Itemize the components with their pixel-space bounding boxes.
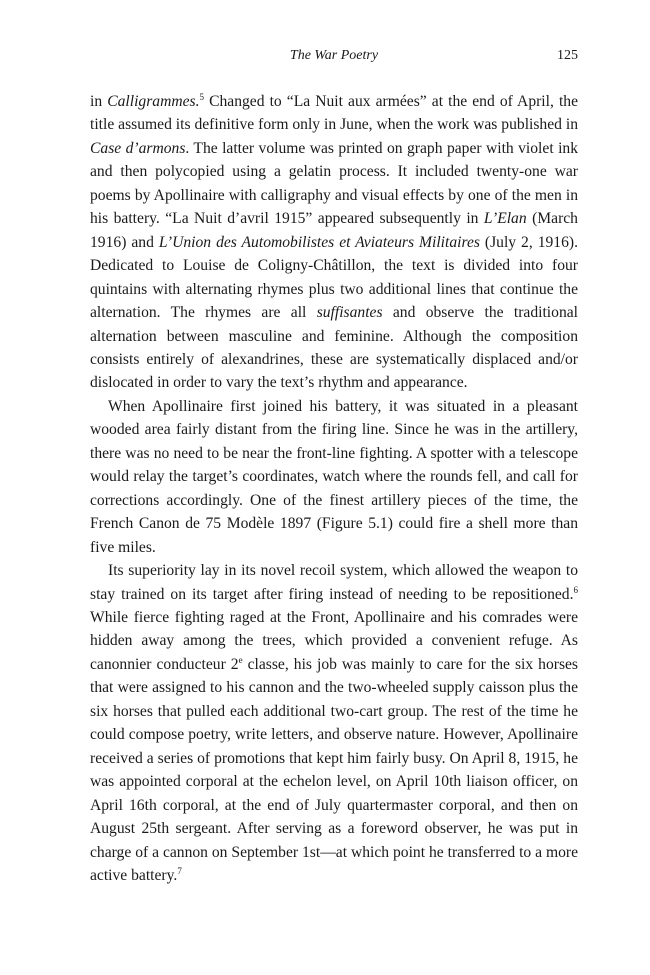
text-run: in: [90, 93, 108, 110]
text-run: . The latter volume was printed on graph paper with violet ink and then polycopied using a gelatin process. It included twenty-one war poems by Apollinaire with calligraphy and visual effects by one of the men in his battery. “La Nuit d’avril 1915” appeared subsequently in: [90, 139, 578, 228]
paragraph-2: When Apollinaire first joined his battery, it was situated in a pleasant wooded area fairly distant from the firing line. Since he was in the artillery, there was no need to be near the front-line fighting. A spotter with a telescope would relay the target’s coordinates, watch where the rounds fell, and call for corrections accordingly. One of the finest artillery pieces of the time, the French Canon de 75 Modèle 1897 (Figure 5.1) could fire a shell more than five miles.: [90, 397, 578, 556]
italic-title-lelan: L’Elan: [483, 210, 527, 228]
paragraph-1: [90, 90, 578, 395]
italic-title-case-darmons: Case d’armons: [90, 139, 186, 157]
text-run: While fierce fighting raged at the Front, Apollinaire and his comrades were hidden away among the trees, which provided a convenient refuge. As canonnier conducteur 2: [90, 608, 578, 673]
text-run: and observe the traditional alternation between masculine and feminine. Although the composition consists entirely of alexandrines, these are systematically displaced and/or dislocated in order to vary the text’s rhythm and appearance.: [90, 304, 578, 392]
page-number: 125: [557, 48, 578, 63]
text-run: classe, his job was mainly to care for the six horses that were assigned to his cannon and the two-wheeled supply caisson plus the six horses that pulled each additional two-cart group. The rest of the time he could compose poetry, write letters, and observe nature. However, Apollinaire received a series of promotions that kept him fairly busy. On April 8, 1915, he was appointed corporal at the echelon level, on April 10th liaison officer, on April 16th corporal, at the end of July quartermaster corporal, and then on August 25th sergeant. After serving as a foreword observer, he was put in charge of a cannon on September 1st—at which point he transferred to a more active battery.: [90, 655, 579, 884]
footnote-ref-7: 7: [177, 865, 182, 876]
footnote-ref-5: 5: [199, 91, 204, 102]
italic-term-suffisantes: suffisantes: [316, 304, 383, 322]
superscript-e: e: [238, 654, 243, 665]
paragraph-3: [90, 559, 578, 887]
running-head: [90, 46, 578, 66]
footnote-ref-6: 6: [573, 584, 578, 595]
text-run: (March 1916) and: [90, 210, 578, 251]
text-run: (July 2, 1916). Dedicated to Louise de Coligny-Châtillon, the text is divided into four quintains with alternating rhymes plus two additional lines that continue the alternation. The rhymes are all: [90, 233, 578, 322]
body-text: [90, 90, 578, 887]
italic-title-calligrammes: Calligrammes.: [107, 93, 200, 110]
running-title: The War Poetry: [289, 48, 379, 63]
text-run: Its superiority lay in its novel recoil system, which allowed the weapon to stay trained on its target after firing instead of needing to be repositioned.: [90, 562, 578, 603]
italic-title-lunion: L’Union des Automobilistes et Aviateurs Militaires: [158, 233, 480, 251]
text-run: Changed to “La Nuit aux armées” at the end of April, the title assumed its definitive form only in June, when the work was published in: [90, 93, 578, 134]
